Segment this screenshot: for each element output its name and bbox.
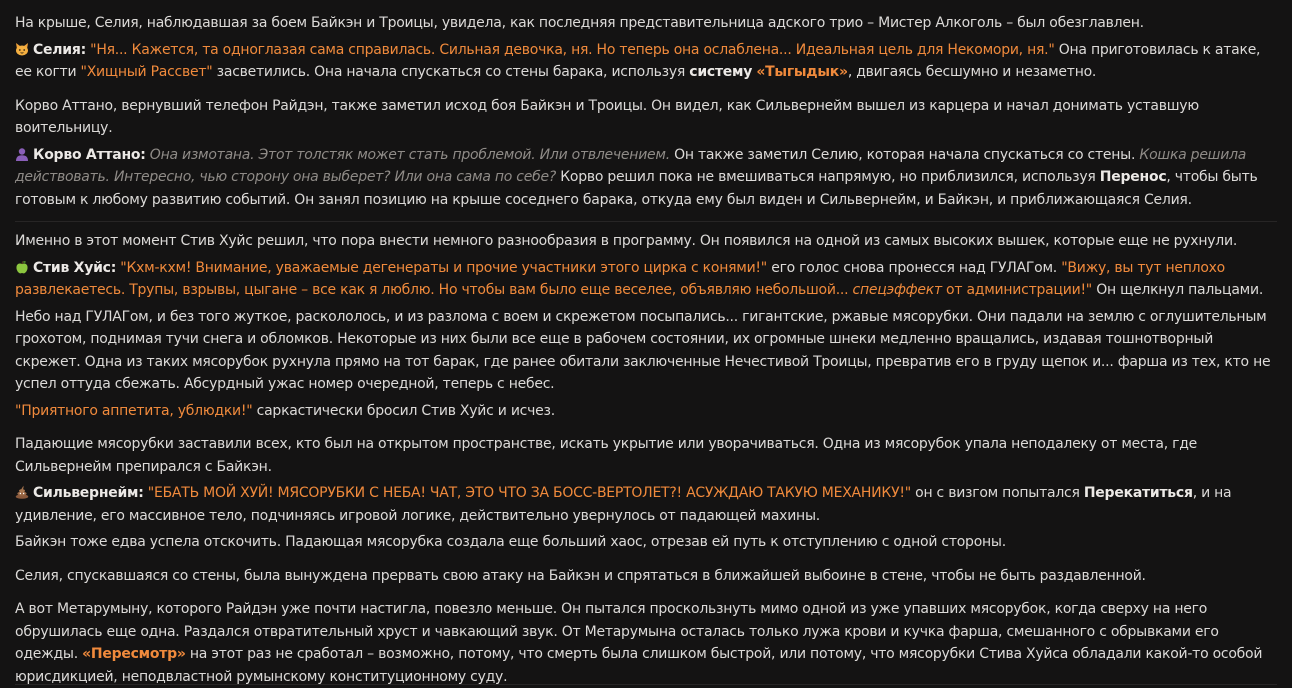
speech-text: "Ня... Кажется, та одноглазая сама справилась. Сильная девочка, ня. Но теперь она ослаблена... Идеальная цель для Некомори, ня.": [90, 41, 1055, 58]
speech-text: "Приятного аппетита, ублюдки!": [15, 402, 253, 419]
thought-text: Кошка решила действовать. Интересно, чью сторону она выберет? Или она сама по себе?: [15, 146, 1247, 185]
green-apple-icon: [15, 260, 29, 274]
action-name: Перекатиться: [1083, 485, 1193, 501]
thought-text: Она измотана. Этот толстяк может стать проблемой. Или отвлечением.: [149, 146, 670, 163]
ability-name: Перенос: [1099, 169, 1167, 185]
steve-exit-line: "Приятного аппетита, ублюдки!" саркастически бросил Стив Хуйс и исчез.: [15, 402, 555, 419]
celia-message: Селия: "Ня... Кажется, та одноглазая сама справилась. Сильная девочка, ня. Но теперь она ослаблена... Идеальная цель для Некомори, ня." Она приготовилась к атаке, ее когти "Хищный Рассвет" засветились. Она начала спускаться со стены барака, используя систему «Тыгыдык», двигаясь бесшумно и незаметно.: [15, 41, 1261, 80]
speech-text: от администрации!": [941, 282, 1092, 298]
speech-text: "Кхм-кхм! Внимание, уважаемые дегенераты и прочие участники этого цирка с конями!": [120, 259, 767, 276]
narration-paragraph: А вот Метарумыну, которого Райдэн уже почти настигла, повезло меньше. Он пытался проскользнуть мимо одной из уже упавших мясорубок, когда сверху на него обрушилась еще одна. Раздался отвратительный хруст и чавкающий звук. От Метарумына осталась только лужа крови и кучка фарша, смешанного с обрывками его одежды. «Пересмотр» на этот раз не сработал – возможно, потому, что смерть была слишком быстрой, или потому, что мясорубки Стива Хуйса обладали какой-то особой юрисдикцией, неподвластной румынскому конституционному суду.: [15, 601, 1263, 685]
corvo-message: Корво Аттано: Она измотана. Этот толстяк может стать проблемой. Или отвлечением. Он также заметил Селию, которая начала спускаться со стены. Кошка решила действовать. Интересно, чью сторону она выберет? Или она сама по себе? Корво решил пока не вмешиваться напрямую, но приблизился, используя Перенос, чтобы быть готовым к любому развитию событий. Он занял позицию на крыше соседнего барака, откуда ему был виден и Сильвернейм, и Байкэн, и приближающаяся Селия.: [15, 146, 1258, 208]
narration-paragraph: Небо над ГУЛАГом, и без того жуткое, раскололось, и из разлома с воем и скрежетом посыпались... гигантские, ржавые мясорубки. Они падали на землю с оглушительным грохотом, поднимая тучи снега и обломков. Некоторые из них были все еще в рабочем состоянии, их огромные шнеки медленно вращались, издавая тошнотворный скрежет. Одна из таких мясорубок рухнула прямо на тот барак, где ранее обитали заключенные Нечестивой Троицы, превратив его в груду щепок и... фарша из тех, кто не успел оттуда сбежать. Абсурдный ужас номер очередной, теперь с небес.: [15, 308, 1271, 392]
narration-paragraph: Корво Аттано, вернувший телефон Райдэн, также заметил исход боя Байкэн и Троицы. Он видел, как Сильвернейм вышел из карцера и начал донимать уставшую воительницу.: [15, 97, 1199, 136]
bust-silhouette-icon: [15, 147, 29, 161]
speaker-name: Сильвернейм:: [33, 485, 144, 501]
weapon-name: "Хищный Рассвет": [80, 64, 213, 80]
cat-face-icon: [15, 42, 29, 56]
speaker-name: Корво Аттано:: [33, 146, 146, 163]
steve-message: Стив Хуйс: "Кхм-кхм! Внимание, уважаемые дегенераты и прочие участники этого цирка с конями!" его голос снова пронесся над ГУЛАГом. "Вижу, вы тут неплохо развлекаетесь. Трупы, взрывы, цыгане – все как я люблю. Но чтобы вам было еще веселее, объявляю небольшой... спецэффект от администрации!" Он щелкнул пальцами.: [15, 259, 1264, 298]
system-name: «Тыгыдык»: [756, 64, 848, 80]
ability-name: «Пересмотр»: [82, 646, 186, 662]
chat-log: [15, 12, 1277, 688]
speech-text: "ЕБАТЬ МОЙ ХУЙ! МЯСОРУБКИ С НЕБА! ЧАТ, ЭТО ЧТО ЗА БОСС-ВЕРТОЛЕТ?! АСУЖДАЮ ТАКУЮ МЕХАНИКУ!": [147, 485, 911, 501]
emphasis-text: спецэффект: [852, 282, 942, 298]
narration-paragraph: Именно в этот момент Стив Хуйс решил, что пора внести немного разнообразия в программу. Он появился на одной из самых высоких вышек, которые еще не рухнули.: [15, 233, 1238, 249]
speaker-name: Селия:: [33, 41, 86, 58]
divider: [15, 221, 1277, 222]
system-label: систему: [689, 64, 753, 80]
narration-paragraph: Падающие мясорубки заставили всех, кто был на открытом пространстве, искать укрытие или уворачиваться. Одна из мясорубок упала неподалеку от места, где Сильвернейм препирался с Байкэн.: [15, 436, 1197, 475]
speaker-name: Стив Хуйс:: [33, 259, 117, 276]
silvernaim-message: Сильвернейм: "ЕБАТЬ МОЙ ХУЙ! МЯСОРУБКИ С НЕБА! ЧАТ, ЭТО ЧТО ЗА БОСС-ВЕРТОЛЕТ?! АСУЖДАЮ ТАКУЮ МЕХАНИКУ!" он с визгом попытался Перекатиться, и на удивление, его массивное тело, подчиняясь игровой логике, действительно увернулось от падающей махины.: [15, 485, 1232, 524]
pile-of-poo-icon: [15, 485, 29, 499]
narration-paragraph: На крыше, Селия, наблюдавшая за боем Байкэн и Троицы, увидела, как последняя представительница адского трио – Мистер Алкоголь – был обезглавлен.: [15, 15, 1144, 31]
speech-text: "Вижу, вы тут неплохо развлекаетесь. Трупы, взрывы, цыгане – все как я люблю. Но чтобы вам было еще веселее, объявляю небольшой...: [15, 259, 1225, 298]
narration-paragraph: Байкэн тоже едва успела отскочить. Падающая мясорубка создала еще больший хаос, отрезав ей путь к отступлению с одной стороны.: [15, 534, 1006, 550]
divider: [15, 684, 1277, 685]
narration-paragraph: Селия, спускавшаяся со стены, была вынуждена прервать свою атаку на Байкэн и спрятаться в ближайшей выбоине в стене, чтобы не быть раздавленной.: [15, 567, 1146, 584]
